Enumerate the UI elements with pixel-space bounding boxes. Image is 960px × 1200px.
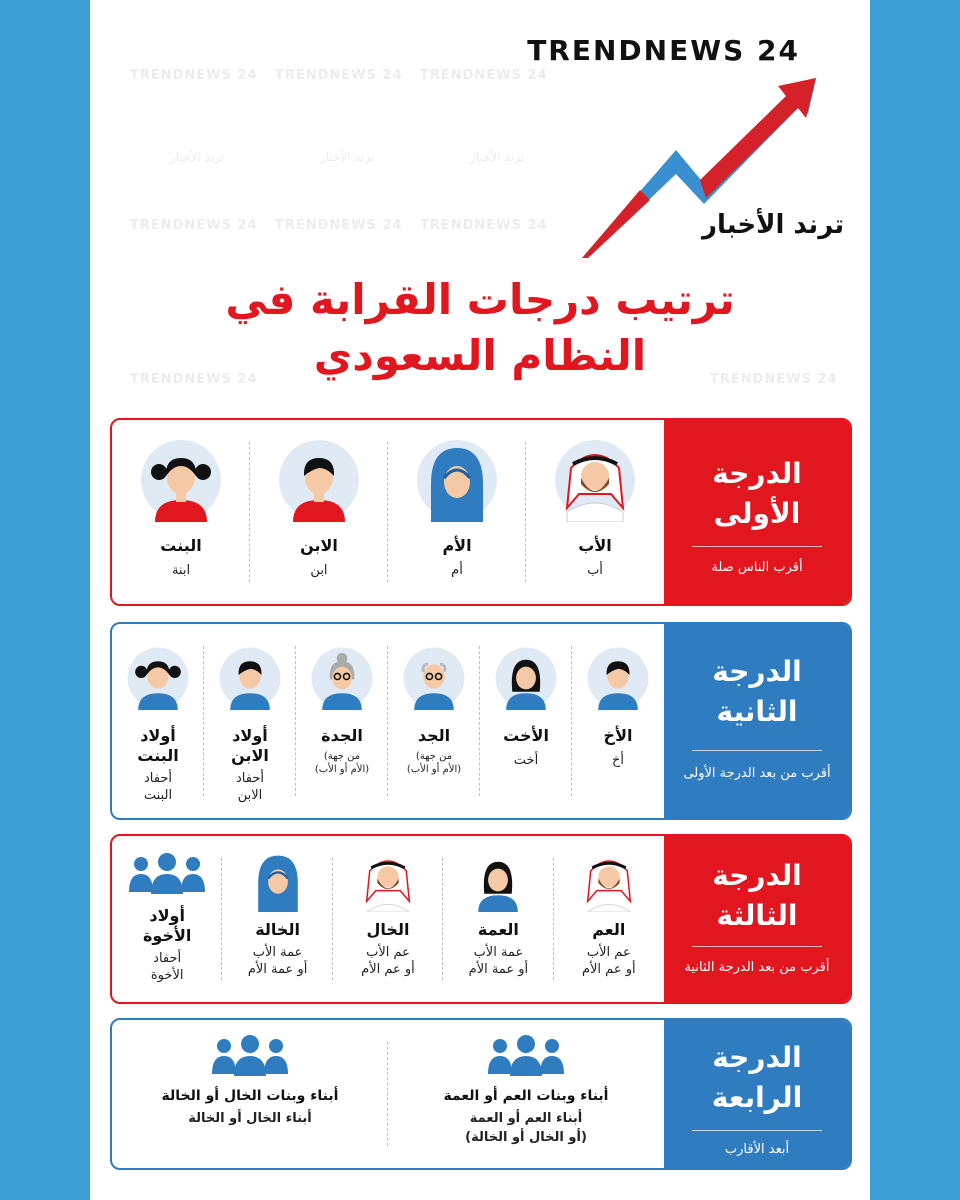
member-name: أبناء وبنات العم أو العمة: [443, 1088, 609, 1104]
member-relation: عم الأب أو عم الأم: [581, 945, 636, 977]
group-icon: [208, 1034, 292, 1078]
grandfather-icon: [402, 646, 466, 710]
member-relation: عم الأب أو عم الأم: [361, 945, 415, 977]
degree-section-third: [110, 834, 852, 1004]
member-relation: أخ: [611, 753, 624, 768]
member-card: [222, 836, 332, 1002]
member-relation: أبناء الخال أو الخالة: [188, 1111, 312, 1126]
member-relation: أبناء العم أو العمة: [469, 1111, 583, 1126]
degree-subtitle: أبعد الأقارب: [724, 1142, 790, 1157]
grandmother-icon: [310, 646, 374, 710]
member-relation: أخت: [513, 753, 539, 768]
brand-logo-text: TRENDNEWS 24: [527, 34, 800, 67]
watermark: ترند الأخبار: [320, 150, 375, 164]
members-row: [112, 420, 664, 604]
member-relation: (من جهة: [415, 751, 453, 762]
member-name: أولاد الأخوة: [142, 906, 192, 945]
member-name: الجدة: [321, 726, 363, 745]
degree-section-first: [110, 418, 852, 606]
watermark: TRENDNEWS 24: [420, 218, 548, 233]
member-relation-extra: (أو الخال أو الخالة): [465, 1130, 587, 1145]
member-name: العمة: [477, 920, 519, 939]
title-line-1: ترتيب درجات القرابة في: [225, 275, 735, 324]
degree-subtitle: أقرب الناس صلة: [711, 560, 803, 575]
degree-label: [664, 420, 850, 604]
daughter-icon: [139, 438, 223, 522]
member-card: [112, 1020, 388, 1168]
member-card: [112, 420, 250, 604]
maternal-aunt-icon: [246, 848, 310, 912]
member-name: الخالة: [255, 920, 300, 939]
member-relation: أب: [587, 563, 603, 578]
member-name: الابن: [300, 536, 338, 555]
watermark: TRENDNEWS 24: [420, 68, 548, 83]
watermark: ترند الأخبار: [170, 150, 225, 164]
member-relation-extra: (الأم أو الأب): [314, 764, 370, 775]
member-card: [112, 624, 204, 818]
watermark: TRENDNEWS 24: [130, 68, 258, 83]
member-card: [526, 420, 664, 604]
paternal-aunt-icon: [466, 848, 530, 912]
member-name: الأخ: [603, 726, 633, 745]
member-card: [480, 624, 572, 818]
member-relation: أحفاد البنت: [143, 771, 173, 803]
infographic-sheet: [90, 0, 870, 1200]
watermark: TRENDNEWS 24: [710, 372, 838, 387]
degree-title: الدرجة الأولى: [712, 457, 802, 530]
member-name: الأب: [578, 536, 612, 555]
member-card: [388, 624, 480, 818]
degree-label: [664, 624, 850, 818]
watermark: TRENDNEWS 24: [275, 218, 403, 233]
grandson-icon: [218, 646, 282, 710]
member-card: [572, 624, 664, 818]
members-row: [112, 1020, 664, 1168]
title-line-2: النظام السعودي: [313, 331, 647, 380]
degree-label: [664, 1020, 850, 1168]
member-name: أبناء وبنات الخال أو الخالة: [161, 1088, 339, 1104]
degree-subtitle: أقرب من بعد الدرجة الثانية: [684, 960, 830, 975]
degree-title: الدرجة الثانية: [712, 655, 802, 728]
member-name: العم: [592, 920, 626, 939]
member-card: [204, 624, 296, 818]
degree-label: [664, 836, 850, 1002]
member-card: [112, 836, 222, 1002]
member-card: [250, 420, 388, 604]
watermark: TRENDNEWS 24: [130, 372, 258, 387]
group-icon: [484, 1034, 568, 1078]
member-name: أولاد البنت: [137, 726, 179, 765]
member-card: [333, 836, 443, 1002]
member-relation: عمة الأب أو عمة الأم: [468, 945, 529, 977]
page-title: [90, 272, 870, 384]
member-relation: أحفاد الأخوة: [150, 951, 184, 983]
member-card: [443, 836, 553, 1002]
maternal-uncle-icon: [356, 848, 420, 912]
watermark: TRENDNEWS 24: [275, 68, 403, 83]
son-icon: [277, 438, 361, 522]
brother-icon: [586, 646, 650, 710]
members-row: [112, 624, 664, 818]
watermark: TRENDNEWS 24: [130, 218, 258, 233]
member-name: الأم: [442, 536, 472, 555]
group-icon: [127, 852, 207, 896]
member-relation: ابن: [310, 563, 328, 578]
member-card: [388, 1020, 664, 1168]
sister-icon: [494, 646, 558, 710]
paternal-uncle-icon: [577, 848, 641, 912]
member-card: [554, 836, 664, 1002]
member-relation: ابنة: [171, 563, 191, 578]
degree-title: الدرجة الرابعة: [711, 1041, 803, 1114]
member-name: الأخت: [503, 726, 549, 745]
member-relation: أم: [451, 563, 463, 578]
degree-title: الدرجة الثالثة: [712, 859, 802, 932]
granddaughter-icon: [126, 646, 190, 710]
member-name: الخال: [366, 920, 410, 939]
members-row: [112, 836, 664, 1002]
member-relation: أحفاد الابن: [236, 771, 264, 803]
mother-icon: [415, 438, 499, 522]
member-name: البنت: [160, 536, 202, 555]
father-icon: [553, 438, 637, 522]
member-relation-extra: (الأم أو الأب): [406, 764, 462, 775]
degree-subtitle: أقرب من بعد الدرجة الأولى: [683, 766, 831, 781]
member-relation: عمة الأب أو عمة الأم: [247, 945, 308, 977]
watermark: ترند الأخبار: [470, 150, 525, 164]
member-name: أولاد الابن: [231, 726, 269, 765]
member-relation: (من جهة: [323, 751, 361, 762]
member-name: الجد: [417, 726, 451, 745]
member-card: [388, 420, 526, 604]
brand-arabic-name: ترند الأخبار: [702, 210, 845, 240]
degree-section-fourth: [110, 1018, 852, 1170]
member-card: [296, 624, 388, 818]
degree-section-second: [110, 622, 852, 820]
